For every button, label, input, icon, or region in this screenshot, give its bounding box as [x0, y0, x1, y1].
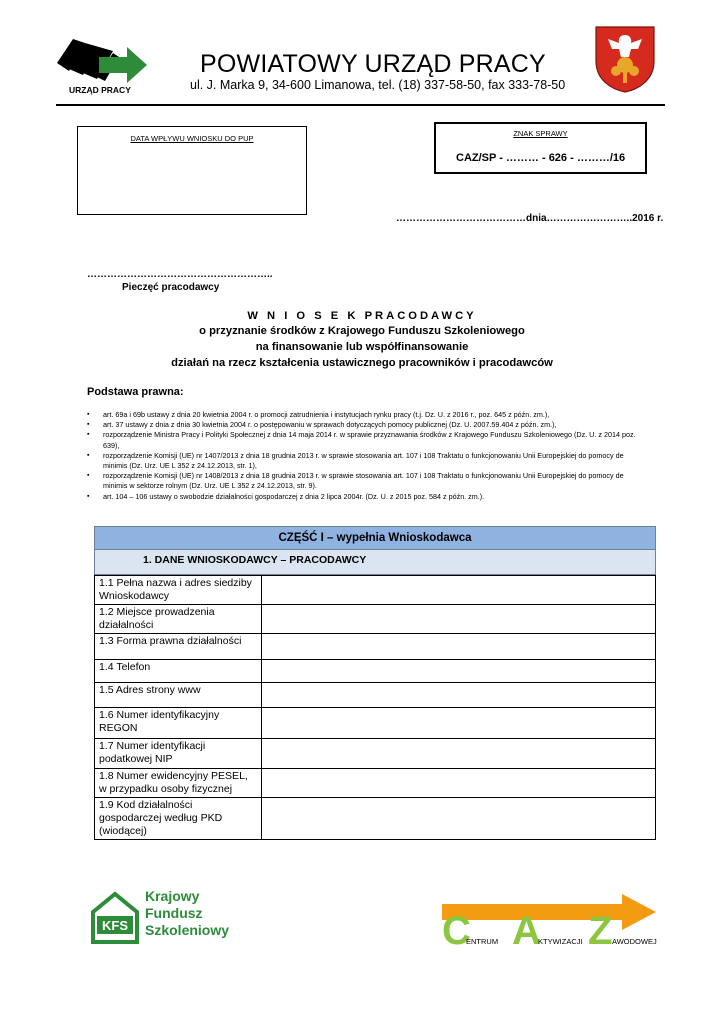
field-label: 1.8 Numer ewidencyjny PESEL, w przypadku osoby fizycznej	[95, 769, 262, 798]
field-input[interactable]	[262, 708, 656, 739]
legal-basis-item: ▪ art. 104 – 106 ustawy o swobodzie działalności gospodarczej z dnia 2 lipca 2004r. (Dz. U. z 2015 poz. 584 z późn. zm.).	[87, 492, 647, 502]
table-row	[95, 634, 656, 660]
kfs-logo	[91, 886, 241, 946]
receipt-date-label: DATA WPŁYWU WNIOSKU DO PUP	[130, 134, 254, 143]
section-header: CZĘŚĆ I – wypełnia Wnioskodawca	[94, 526, 656, 550]
legal-basis-list	[87, 410, 647, 502]
field-input[interactable]	[262, 739, 656, 769]
legal-basis-item: ▪ rozporządzenie Komisji (UE) nr 1408/2013 z dnia 18 grudnia 2013 r. w sprawie stosowania art. 107 i 108 Traktatu o funkcjonowaniu Unii Europejskiej do pomocy de minimis w sektorze rolnym (Dz. Urz. UE L 352 z 24.12.2013, str. 9).	[87, 471, 647, 491]
caz-word-a: KTYWIZACJI	[538, 937, 583, 946]
kfs-line-2: Fundusz	[145, 905, 203, 921]
urzad-pracy-logo	[55, 33, 150, 97]
table-row	[95, 605, 656, 634]
legal-basis-heading: Podstawa prawna:	[87, 386, 184, 398]
receipt-date-box[interactable]	[77, 126, 307, 215]
caz-big-c: C	[442, 909, 471, 948]
coat-of-arms-icon	[594, 25, 656, 93]
field-input[interactable]	[262, 634, 656, 660]
field-label: 1.7 Numer identyfikacji podatkowej NIP	[95, 739, 262, 769]
office-title: POWIATOWY URZĄD PRACY	[200, 50, 546, 78]
field-label: 1.1 Pełna nazwa i adres siedziby Wnioskodawcy	[95, 576, 262, 605]
field-label: 1.5 Adres strony www	[95, 683, 262, 708]
field-label: 1.9 Kod działalności gospodarczej według PKD (wiodącej)	[95, 798, 262, 840]
field-input[interactable]	[262, 769, 656, 798]
table-row	[95, 708, 656, 739]
field-label: 1.6 Numer identyfikacyjny REGON	[95, 708, 262, 739]
case-number-label: ZNAK SPRAWY	[513, 129, 568, 138]
office-address: ul. J. Marka 9, 34-600 Limanowa, tel. (18) 337-58-50, fax 333-78-50	[190, 78, 566, 92]
application-subtitle-3: działań na rzecz kształcenia ustawicznego pracowników i pracodawców	[171, 357, 553, 369]
table-row	[95, 576, 656, 605]
field-label: 1.3 Forma prawna działalności	[95, 634, 262, 660]
application-subtitle-1: o przyznanie środków z Krajowego Funduszu Szkoleniowego	[199, 325, 525, 337]
table-row	[95, 660, 656, 683]
legal-basis-item: ▪ art. 69a i 69b ustawy z dnia 20 kwietnia 2004 r. o promocji zatrudnienia i instytucjach rynku pracy (t.j. Dz. U. z 2016 r., poz. 645 z późn. zm.),	[87, 410, 647, 420]
table-row	[95, 798, 656, 840]
legal-basis-item: ▪ rozporządzenie Komisji (UE) nr 1407/2013 z dnia 18 grudnia 2013 r. w sprawie stosowania art. 107 i 108 Traktatu o funkcjonowaniu Unii Europejskiej do pomocy de minimis (Dz. Urz. UE L 352 z 24.12.2013, str. 1),	[87, 451, 647, 471]
header-divider	[56, 104, 665, 106]
case-number-box	[434, 122, 647, 174]
place-date-line: …………………………………dnia……………………..2016 r.	[396, 213, 664, 224]
table-row	[95, 683, 656, 708]
field-label: 1.2 Miejsce prowadzenia działalności	[95, 605, 262, 634]
subsection-header: 1. DANE WNIOSKODAWCY – PRACODAWCY	[94, 550, 656, 575]
stamp-label: Pieczęć pracodawcy	[122, 282, 220, 293]
table-row	[95, 739, 656, 769]
caz-word-z: AWODOWEJ	[612, 937, 657, 946]
field-input[interactable]	[262, 576, 656, 605]
field-input[interactable]	[262, 798, 656, 840]
field-input[interactable]	[262, 683, 656, 708]
caz-logo	[440, 894, 658, 948]
legal-basis-item: ▪ art. 37 ustawy z dnia z dnia 30 kwietnia 2004 r. o postępowaniu w sprawach dotyczących pomocy publicznej (Dz. U. 2007.59.404 z późn. zm.),	[87, 420, 647, 430]
application-title: W N I O S E K PRACODAWCY	[247, 310, 477, 322]
field-input[interactable]	[262, 605, 656, 634]
stamp-dotted-line: ………………………………………………..	[87, 269, 273, 280]
kfs-line-1: Krajowy	[145, 888, 200, 904]
field-label: 1.4 Telefon	[95, 660, 262, 683]
applicant-data-table	[94, 575, 656, 840]
caz-word-c: ENTRUM	[466, 937, 499, 946]
caz-big-z: Z	[588, 909, 613, 948]
application-subtitle-2: na finansowanie lub współfinansowanie	[255, 341, 469, 353]
legal-basis-item: ▪ rozporządzenie Ministra Pracy i Polityki Społecznej z dnia 14 maja 2014 r. w sprawie przyznawania środków z Krajowego Funduszu Szkoleniowego (Dz. U. z 2014 poz. 639),	[87, 430, 647, 450]
table-row	[95, 769, 656, 798]
caz-big-a: A	[512, 909, 541, 948]
kfs-badge-text: KFS	[102, 918, 128, 933]
logo-text: URZĄD PRACY	[69, 85, 131, 95]
kfs-line-3: Szkoleniowy	[145, 922, 230, 938]
field-input[interactable]	[262, 660, 656, 683]
case-number-value: CAZ/SP - ……… - 626 - ………/16	[456, 152, 626, 164]
